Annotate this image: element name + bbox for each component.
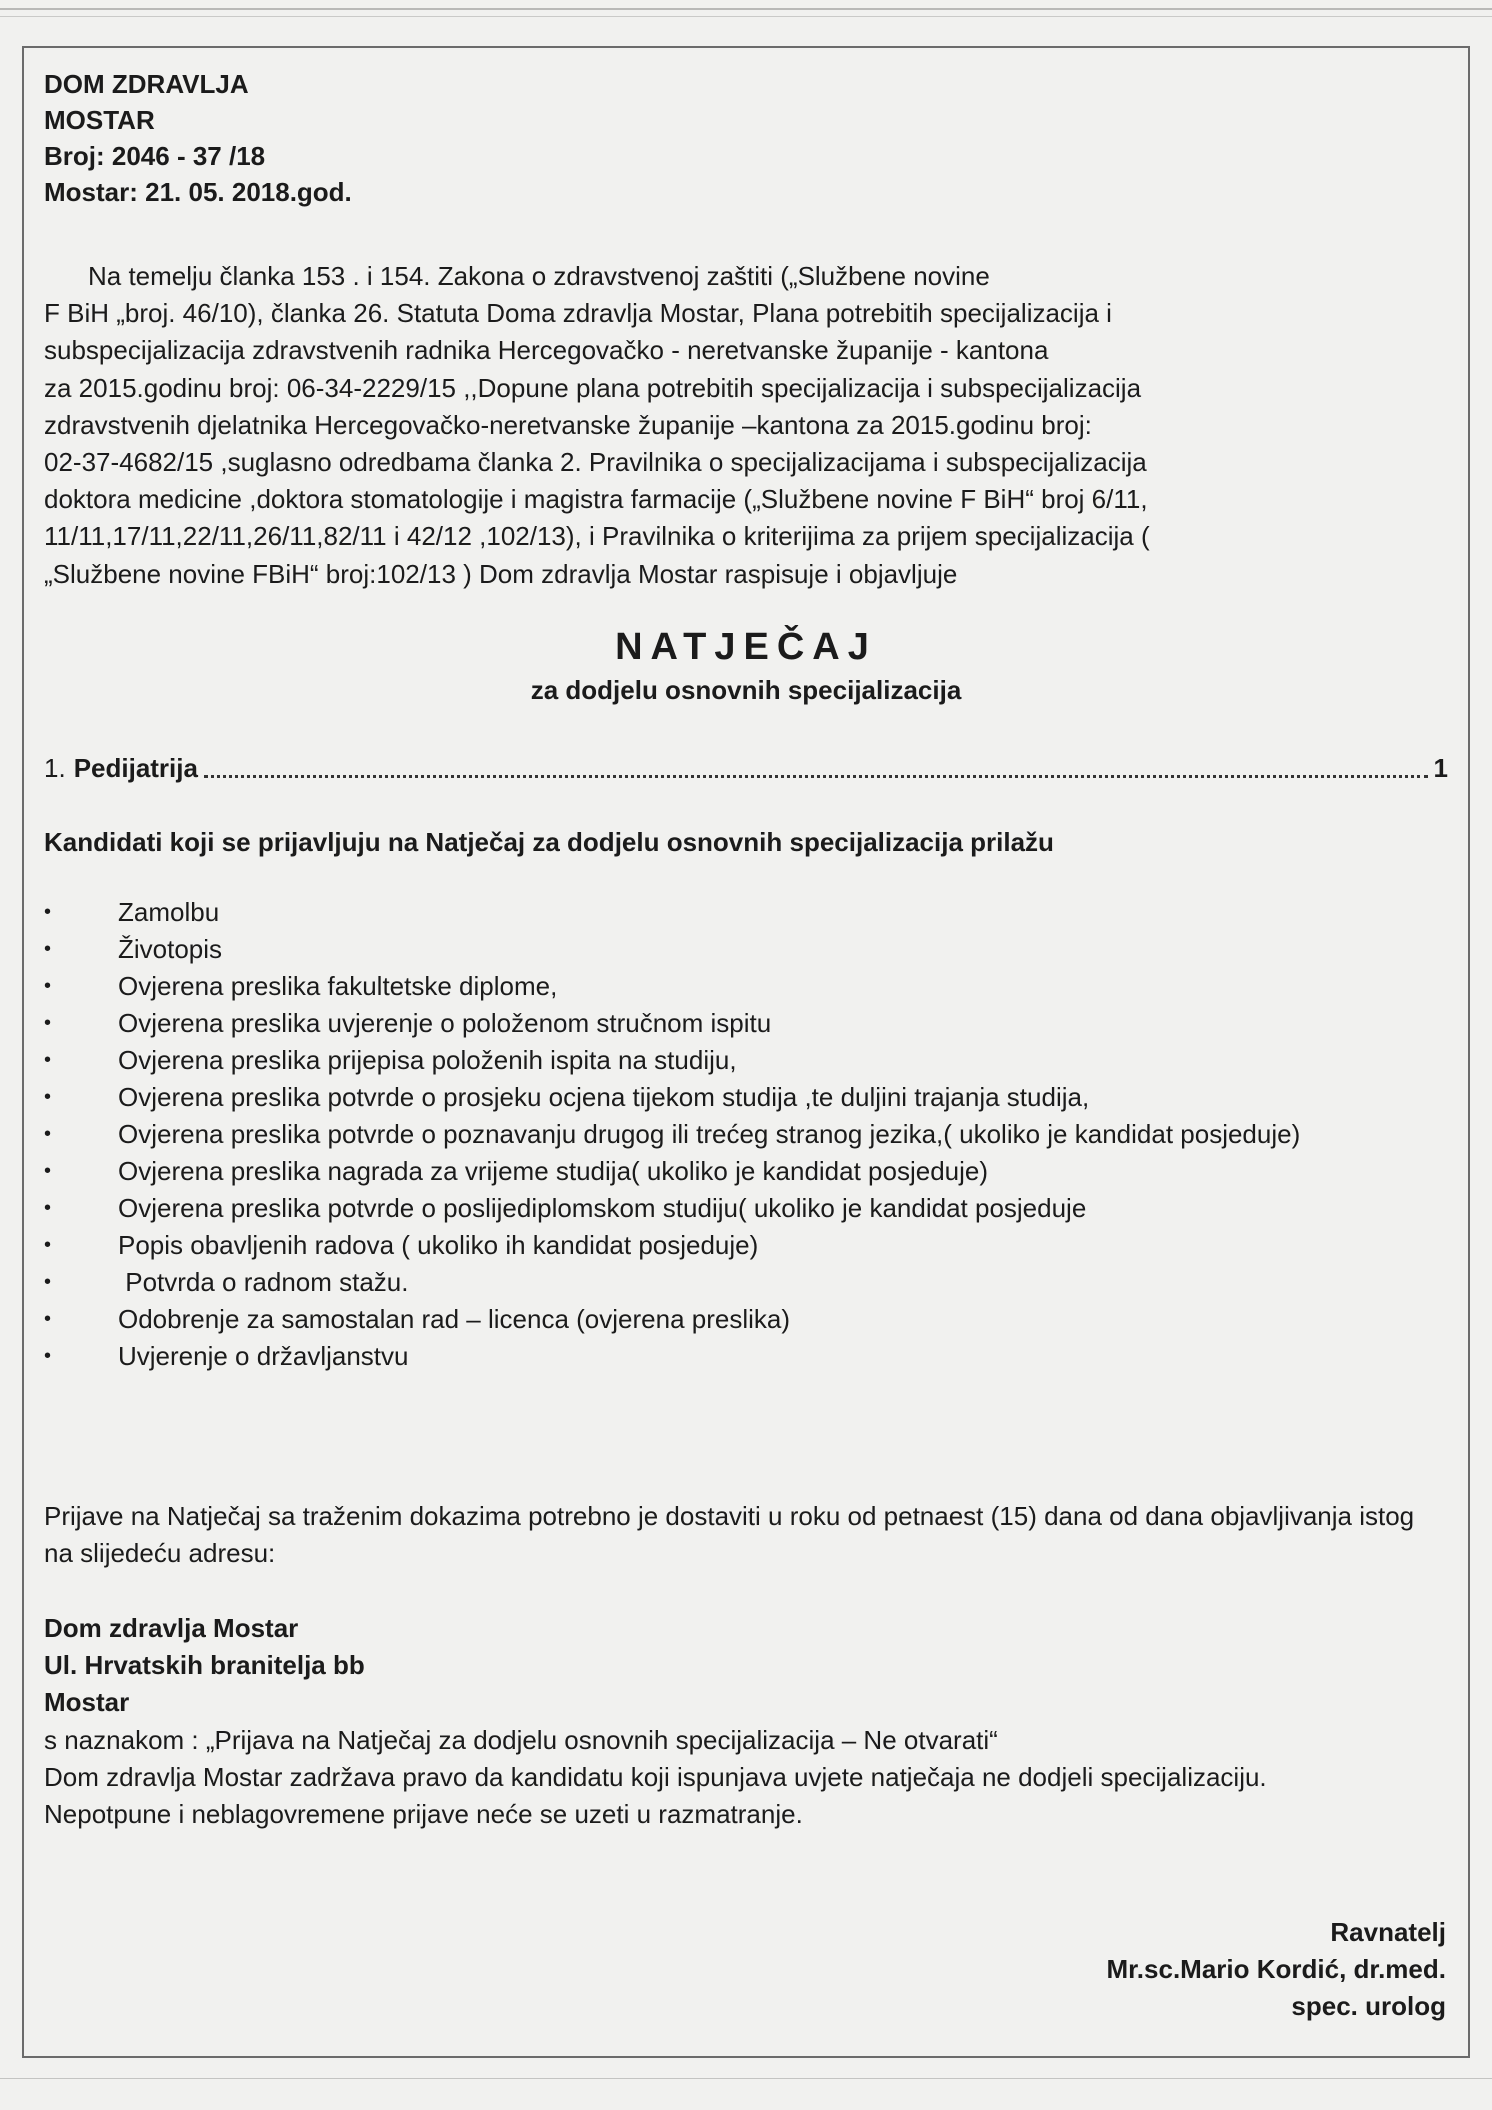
leader-dots [204, 775, 1428, 778]
documents-list [44, 894, 1444, 1375]
address-line: Ul. Hrvatskih branitelja bb [44, 1650, 365, 1680]
intro-line: Na temelju članka 153 . i 154. Zakona o zdravstvenoj zaštiti („Službene novine [88, 261, 990, 291]
list-item: • Ovjerena preslika potvrde o prosjeku ocjena tijekom studija ,te duljini trajanja studija, [44, 1079, 1444, 1116]
institution-city: MOSTAR [44, 105, 155, 135]
top-rule-thin [0, 16, 1492, 17]
bullet-icon: • [44, 901, 52, 923]
notice-title: NATJEČAJ [615, 626, 877, 668]
bullet-icon: • [44, 1271, 52, 1293]
intro-line: zdravstvenih djelatnika Hercegovačko-neretvanske županije –kantona za 2015.godinu broj: [44, 409, 1092, 440]
list-item: • Popis obavljenih radova ( ukoliko ih kandidat posjeduje) [44, 1227, 1444, 1264]
bullet-icon: • [44, 938, 52, 960]
list-item: • Ovjerena preslika potvrde o poslijediplomskom studiju( ukoliko je kandidat posjeduje [44, 1190, 1444, 1227]
closing-text [44, 1722, 1444, 1833]
position-number: 1. [44, 753, 66, 783]
intro-paragraph [44, 258, 1444, 593]
list-item: • Ovjerena preslika fakultetske diplome, [44, 968, 1444, 1005]
list-item: • Zamolbu [44, 894, 1444, 931]
header [44, 66, 352, 210]
list-item: • Životopis [44, 931, 1444, 968]
bullet-icon: • [44, 1049, 52, 1071]
reserve-line: Dom zdravlja Mostar zadržava pravo da kandidatu koji ispunjava uvjete natječaja ne dodjeli specijalizaciju. [44, 1762, 1267, 1792]
list-item: • Ovjerena preslika nagrada za vrijeme studija( ukoliko je kandidat posjeduje) [44, 1153, 1444, 1190]
document-number: Broj: 2046 - 37 /18 [44, 141, 266, 171]
incomplete-line: Nepotpune i neblagovremene prijave neće se uzeti u razmatranje. [44, 1799, 803, 1829]
top-rule [0, 8, 1492, 10]
list-item: • Ovjerena preslika prijepisa položenih ispita na studiju, [44, 1042, 1444, 1079]
bullet-icon: • [44, 1308, 52, 1330]
bullet-icon: • [44, 1123, 52, 1145]
list-item: • Odobrenje za samostalan rad – licenca (ovjerena preslika) [44, 1301, 1444, 1338]
intro-line: 02-37-4682/15 ,suglasno odredbama članka 2. Pravilnika o specijalizacijama i subspecijalizacija [44, 446, 1147, 477]
position-count: 1 [1433, 753, 1448, 783]
position-name: Pedijatrija [73, 753, 198, 783]
intro-line: doktora medicine ,doktora stomatologije i magistra farmacije („Službene novine F BiH“ broj 6/11, [44, 484, 1148, 515]
signature-block [1106, 1914, 1446, 2025]
address-line: Dom zdravlja Mostar [44, 1613, 299, 1643]
list-item: • Ovjerena preslika uvjerenje o položenom stručnom ispitu [44, 1005, 1444, 1042]
bottom-rule [0, 2078, 1492, 2079]
list-item: • Potvrda o radnom stažu. [44, 1264, 1444, 1301]
bullet-icon: • [44, 1345, 52, 1367]
signature-role: Ravnatelj [1330, 1917, 1446, 1947]
marking-line: s naznakom : „Prijava na Natječaj za dodjelu osnovnih specijalizacija – Ne otvarati“ [44, 1725, 998, 1755]
institution-name: DOM ZDRAVLJA [44, 69, 249, 99]
address-block [44, 1610, 365, 1721]
intro-line: za 2015.godinu broj: 06-34-2229/15 ,,Dopune plana potrebitih specijalizacija i subspecijalizacija [44, 372, 1142, 403]
submission-paragraph: Prijave na Natječaj sa traženim dokazima potrebno je dostaviti u roku od petnaest (15) dana od dana objavljivanja istog na slijedeću adresu: [44, 1501, 1415, 1568]
list-item: • Ovjerena preslika potvrde o poznavanju drugog ili trećeg stranog jezika,( ukoliko je kandidat posjeduje) [44, 1116, 1444, 1153]
signature-name: Mr.sc.Mario Kordić, dr.med. [1106, 1954, 1446, 1984]
address-line: Mostar [44, 1687, 130, 1717]
candidates-heading: Kandidati koji se prijavljuju na Natječaj za dodjelu osnovnih specijalizacija prilažu [44, 827, 1054, 857]
bullet-icon: • [44, 1160, 52, 1182]
intro-line: „Službene novine FBiH“ broj:102/13 ) Dom zdravlja Mostar raspisuje i objavljuje [44, 558, 958, 589]
bullet-icon: • [44, 975, 52, 997]
intro-line: subspecijalizacija zdravstvenih radnika Hercegovačko - neretvanske županije - kantona [44, 335, 1049, 366]
list-item: • Uvjerenje o državljanstvu [44, 1338, 1444, 1375]
bullet-icon: • [44, 1197, 52, 1219]
bullet-icon: • [44, 1086, 52, 1108]
document-date: Mostar: 21. 05. 2018.god. [44, 177, 352, 207]
intro-line: F BiH „broj. 46/10), članka 26. Statuta Doma zdravlja Mostar, Plana potrebitih specijalizacija i [44, 298, 1112, 329]
signature-title: spec. urolog [1291, 1991, 1446, 2021]
bullet-icon: • [44, 1012, 52, 1034]
intro-line: 11/11,17/11,22/11,26/11,82/11 i 42/12 ,102/13), i Pravilnika o kriterijima za prijem specijalizacija ( [44, 521, 1150, 552]
bullet-icon: • [44, 1234, 52, 1256]
notice-subtitle: za dodjelu osnovnih specijalizacija [530, 675, 962, 705]
position-row [44, 750, 1448, 786]
